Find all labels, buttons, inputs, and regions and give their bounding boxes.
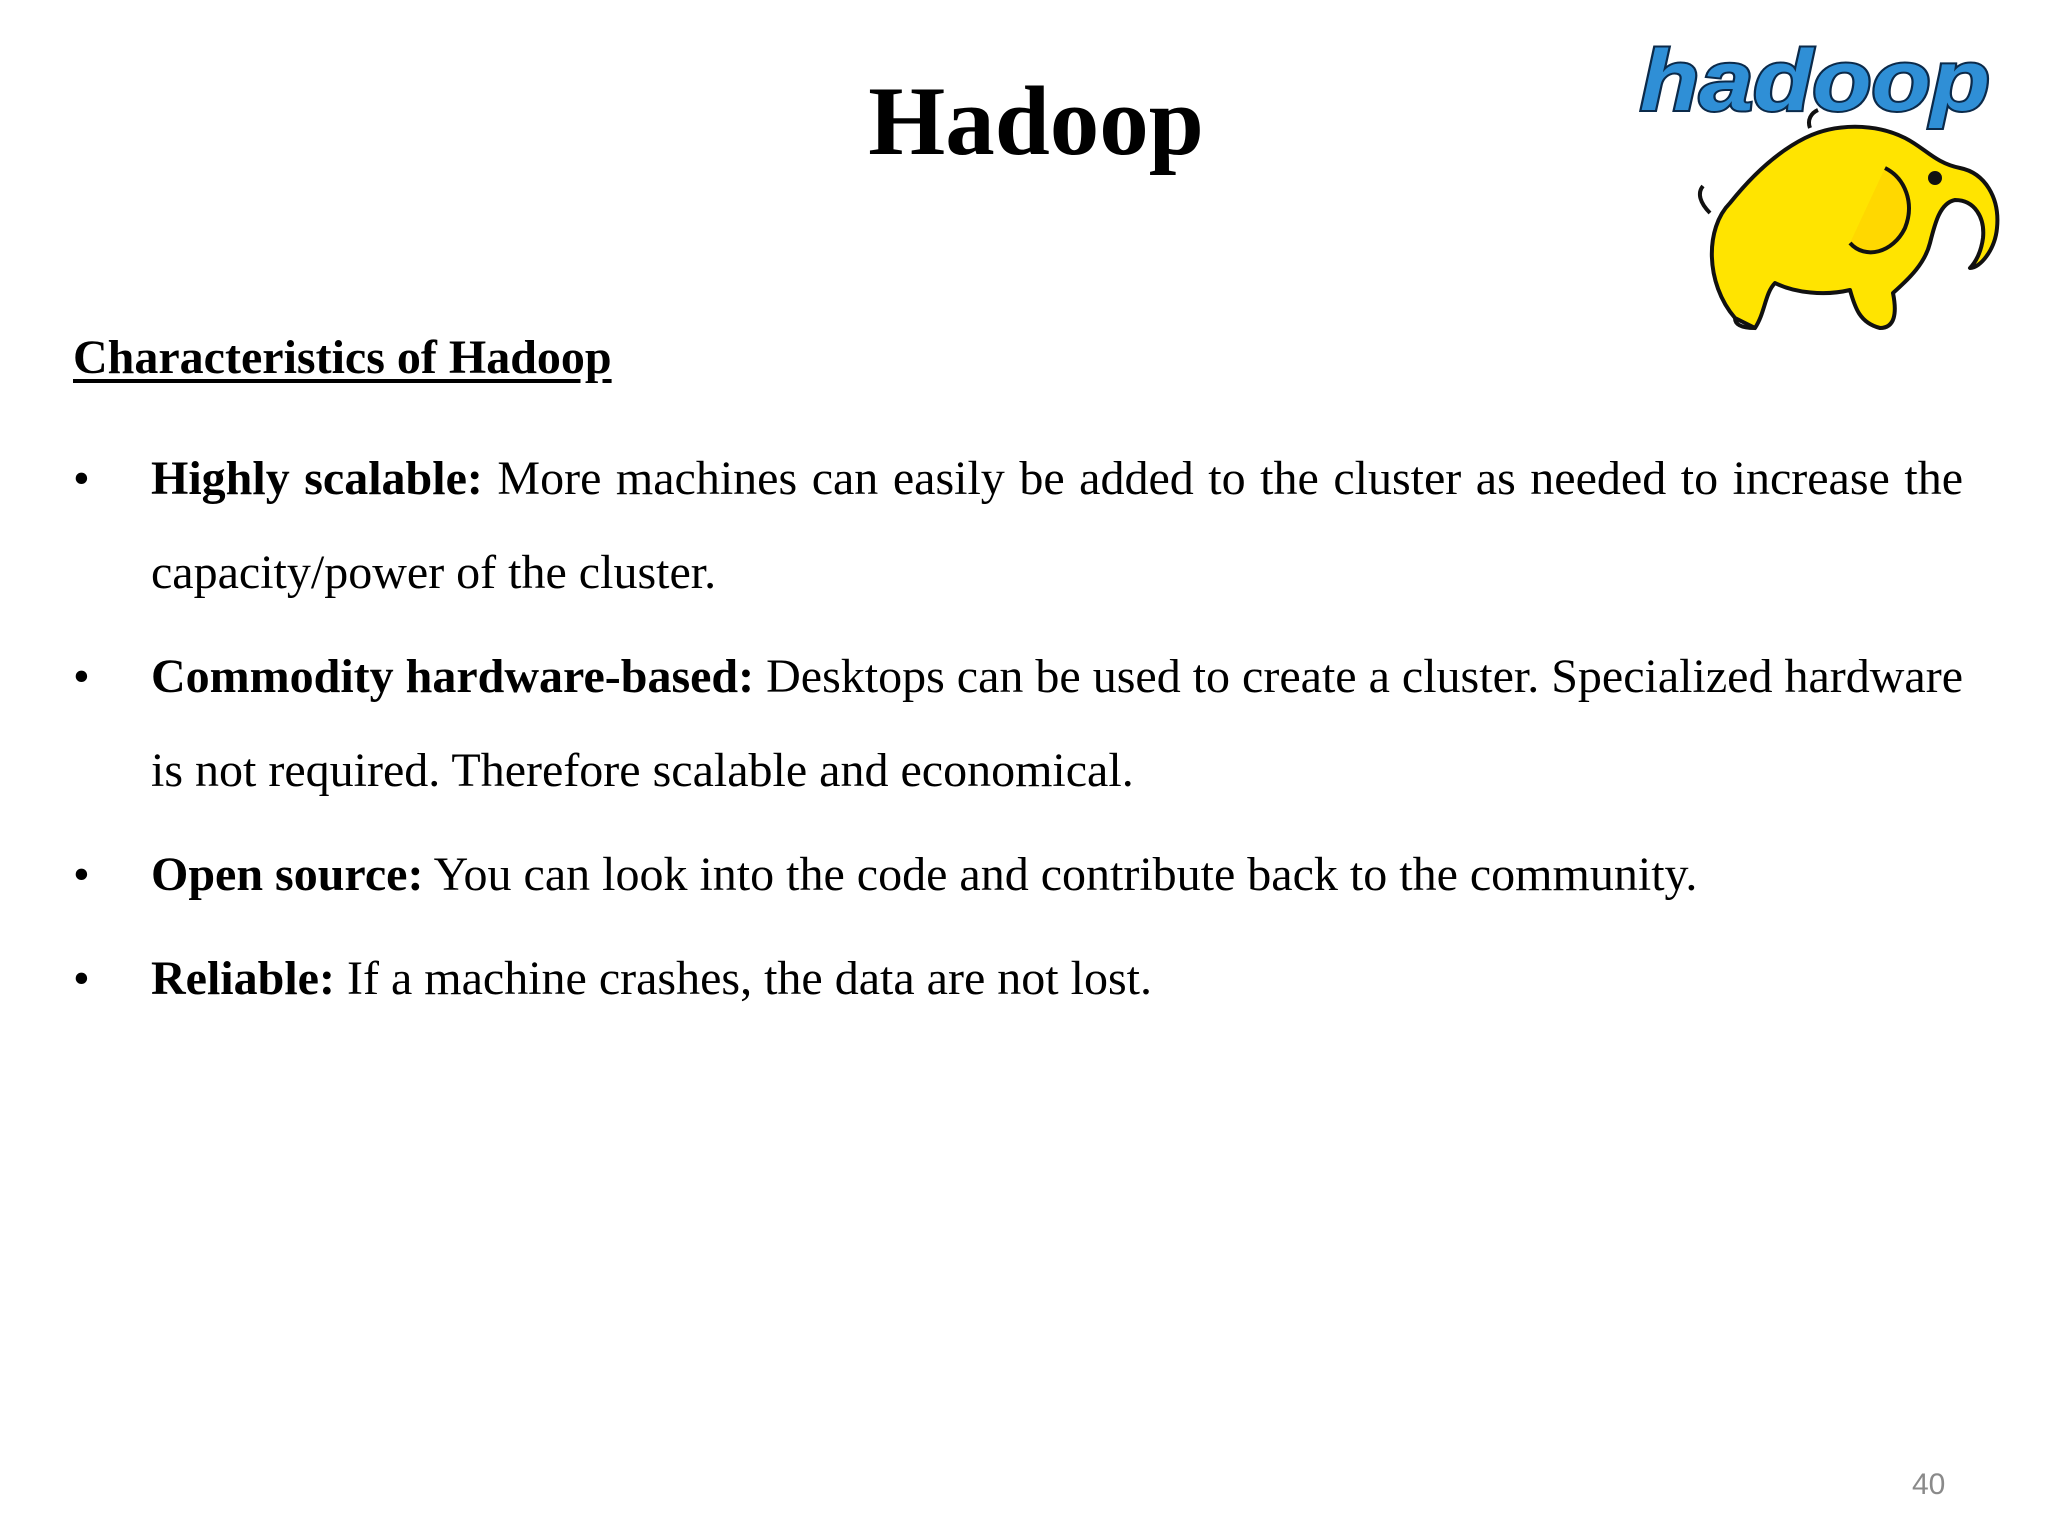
list-item	[73, 828, 1963, 922]
hadoop-elephant-logo-icon	[1635, 28, 2005, 348]
bullet-term: Open source:	[151, 848, 424, 901]
hadoop-logo	[1635, 28, 2005, 348]
bullet-term: Reliable:	[151, 952, 335, 1005]
bullet-icon: •	[73, 452, 90, 505]
bullet-term: Commodity hardware-based:	[151, 650, 755, 703]
slide-title: Hadoop	[868, 67, 1204, 176]
bullet-text: Desktops can be used to create a cluster. Specialized hardware is not required. Therefore scalable and economical.	[151, 650, 1964, 797]
bullet-text: You can look into the code and contribute back to the community.	[423, 848, 1698, 901]
bullet-icon: •	[73, 848, 90, 901]
bullet-text: If a machine crashes, the data are not lost.	[334, 952, 1152, 1005]
bullet-icon: •	[73, 952, 90, 1005]
yellow-elephant-icon	[1700, 110, 1997, 328]
list-item	[73, 432, 1963, 620]
list-item	[73, 630, 1963, 818]
characteristics-list	[73, 432, 1963, 1036]
hadoop-wordmark-text: hadoop	[1640, 33, 1990, 129]
list-item	[73, 932, 1963, 1026]
page-number: 40	[1912, 1468, 1946, 1501]
bullet-text: More machines can easily be added to the cluster as needed to increase the capacity/power of the cluster.	[151, 452, 1964, 599]
section-heading: Characteristics of Hadoop	[73, 331, 612, 384]
bullet-term: Highly scalable:	[151, 452, 483, 505]
bullet-icon: •	[73, 650, 90, 703]
